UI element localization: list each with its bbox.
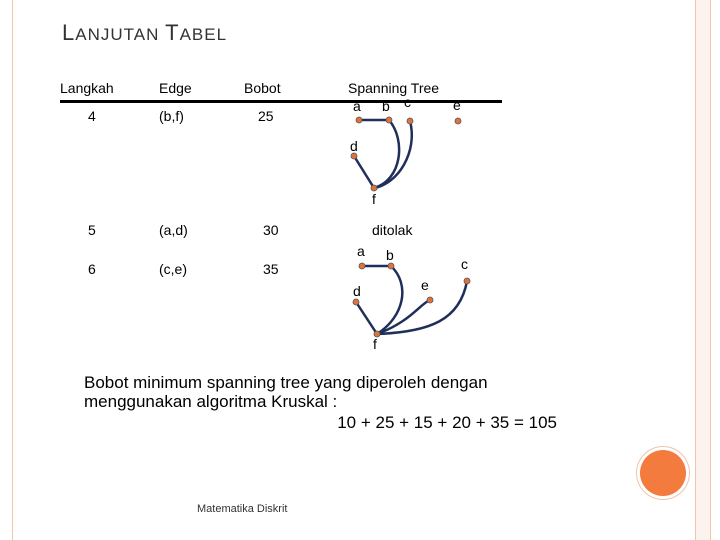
node-label-b: b [382,98,390,114]
node-label-c-2: c [461,256,468,272]
node-label-e: e [453,97,461,113]
header-edge: Edge [159,80,192,96]
node-b [386,117,392,123]
node-label-d: d [350,138,358,154]
edge-d-f-2 [356,302,377,334]
row-5-langkah: 5 [88,222,96,238]
node-a-2 [359,263,365,269]
node-d-2 [353,299,359,305]
node-label-d-2: d [353,283,361,299]
title-part-1: ANJUTAN [75,25,166,44]
node-label-e-2: e [421,277,429,293]
row-5-bobot: 30 [263,222,279,238]
title-part-2: ABEL [179,25,228,44]
row-6-edge: (c,e) [159,261,187,277]
node-label-c: c [404,94,411,110]
node-c-2 [464,278,470,284]
node-e-2 [427,297,433,303]
row-5-status: ditolak [372,222,413,238]
conclusion-text: Bobot minimum spanning tree yang diperoleh dengan menggunakan algoritma Kruskal : [84,373,488,411]
node-b-2 [388,263,394,269]
node-label-b-2: b [386,247,394,263]
graph-step-4 [350,94,461,207]
graph-step-6 [353,243,470,352]
row-4-edge: (b,f) [159,108,184,124]
row-6-bobot: 35 [263,261,279,277]
node-label-a: a [353,98,361,114]
node-e [455,118,461,124]
row-4-bobot: 25 [258,108,274,124]
node-a [356,117,362,123]
node-label-a-2: a [357,243,365,259]
edge-d-f [354,156,374,188]
conclusion-sum: 10 + 25 + 15 + 20 + 35 = 105 [337,413,557,432]
node-label-f: f [372,191,376,207]
conclusion-block [84,373,564,432]
edge-c-f [374,121,412,188]
row-6-langkah: 6 [88,261,96,277]
title-letter-t: T [165,20,180,45]
node-c [407,118,413,124]
footer-text: Matematika Diskrit [197,503,288,515]
row-4-langkah: 4 [88,108,96,124]
row-5-edge: (a,d) [159,222,188,238]
header-spanning-tree: Spanning Tree [348,80,440,96]
title-letter-l: L [62,20,76,45]
header-langkah: Langkah [60,80,114,96]
header-bobot: Bobot [244,80,281,96]
node-label-f-2: f [373,336,377,352]
